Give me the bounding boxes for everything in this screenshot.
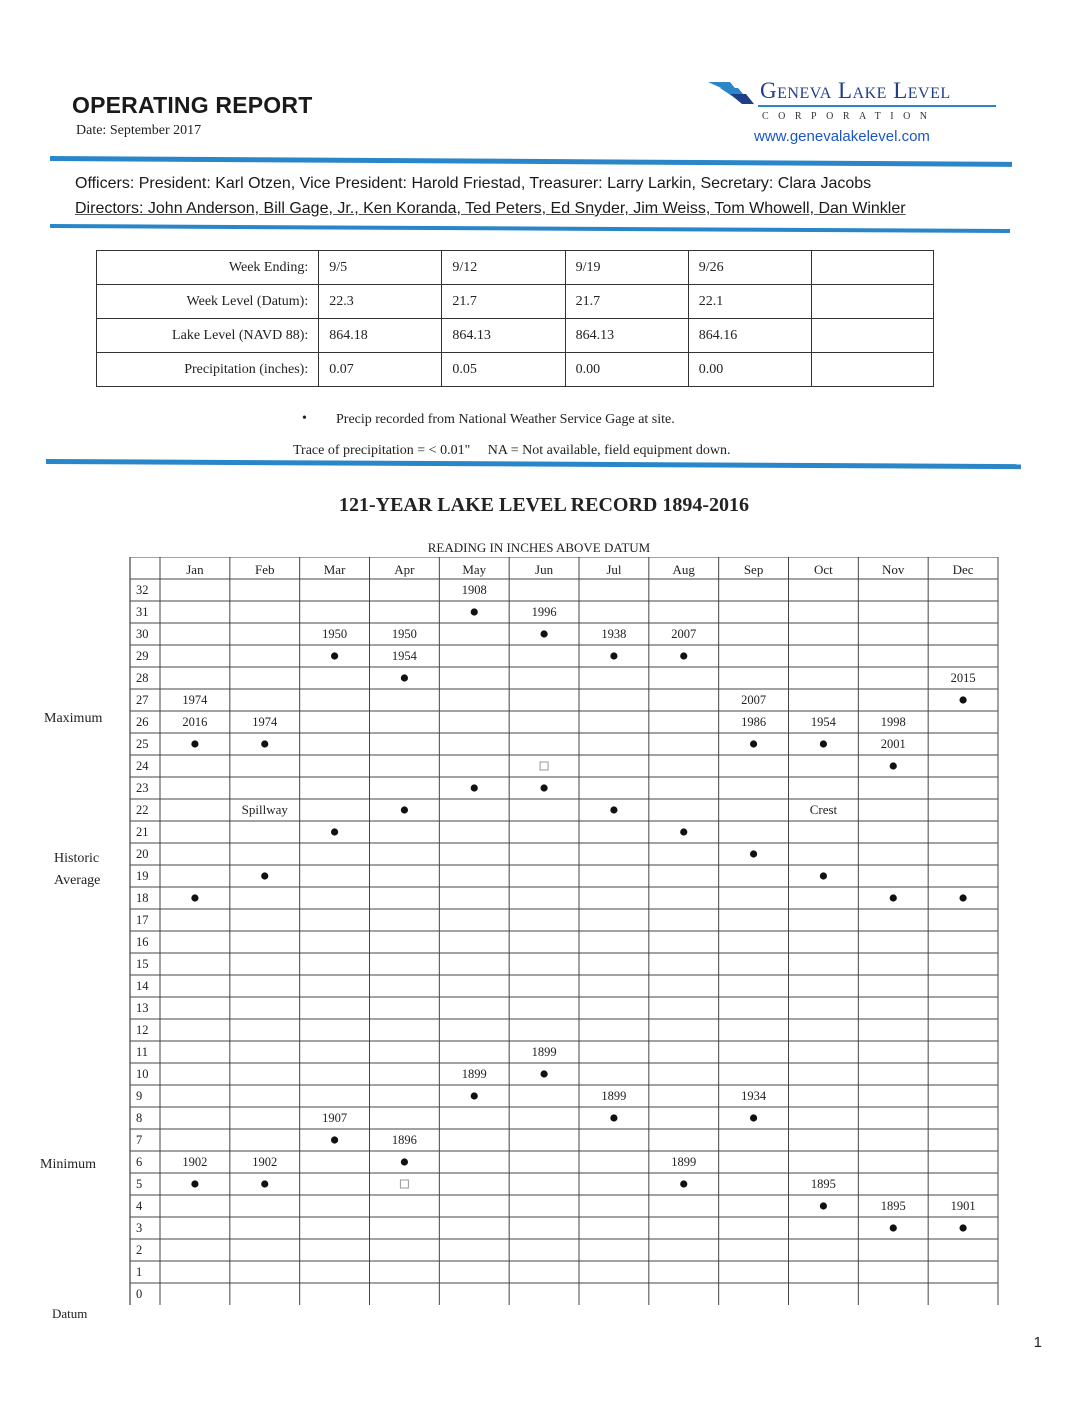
table-cell: 21.7	[565, 285, 688, 319]
table-cell	[811, 353, 933, 387]
max-point	[191, 740, 198, 747]
min-point	[191, 1180, 198, 1187]
month-header: Oct	[814, 562, 833, 577]
max-year-label: 1986	[741, 715, 767, 729]
datum-label: Datum	[52, 1306, 88, 1321]
table-cell: 9/26	[688, 251, 811, 285]
max-year-label: 2015	[950, 671, 976, 685]
officers-line: Officers: President: Karl Otzen, Vice President: Harold Friestad, Treasurer: Larry Larkin, Secretary: Clara Jacobs	[75, 175, 872, 192]
max-year-label: 2007	[741, 693, 767, 707]
level-label: 20	[136, 847, 149, 861]
level-label: 4	[136, 1199, 143, 1213]
bullet-icon: •	[302, 411, 307, 426]
table-cell: 22.3	[319, 285, 442, 319]
average-point	[890, 894, 897, 901]
month-header: Jan	[186, 562, 204, 577]
row-label: Lake Level (NAVD 88):	[97, 319, 319, 353]
average-point	[191, 894, 198, 901]
max-year-label: 1996	[531, 605, 557, 619]
level-label: 6	[136, 1155, 143, 1169]
min-year-label: 1899	[461, 1067, 487, 1081]
min-point	[331, 1136, 338, 1143]
level-label: 28	[136, 671, 149, 685]
month-header: Nov	[882, 562, 905, 577]
table-row	[97, 251, 934, 285]
month-header: Feb	[255, 562, 275, 577]
level-label: 26	[136, 715, 149, 729]
table-cell	[811, 285, 933, 319]
table-cell: 864.13	[565, 319, 688, 353]
month-header: Apr	[394, 562, 415, 577]
table-row	[97, 319, 934, 353]
table-cell: 9/12	[442, 251, 565, 285]
min-year-label: 1899	[671, 1155, 697, 1169]
max-year-label: 1950	[391, 627, 417, 641]
row-label: Week Level (Datum):	[97, 285, 319, 319]
record-title: 121-YEAR LAKE LEVEL RECORD 1894-2016	[338, 494, 750, 516]
table-cell: 0.00	[688, 353, 811, 387]
max-year-label: 2007	[671, 627, 697, 641]
max-point	[261, 740, 268, 747]
min-year-label: 1899	[601, 1089, 627, 1103]
table-cell: 9/19	[565, 251, 688, 285]
max-point	[610, 652, 617, 659]
open-marker	[540, 762, 548, 770]
precip-source-note: Precip recorded from National Weather Service Gage at site.	[336, 412, 675, 427]
historic-label: Historic	[54, 851, 100, 866]
min-year-label: 1901	[950, 1199, 976, 1213]
record-grid	[120, 557, 1004, 1327]
min-point	[401, 1158, 408, 1165]
max-point	[959, 696, 966, 703]
max-year-label: 1974	[182, 693, 208, 707]
logo-corporation: CORPORATION	[762, 111, 937, 122]
level-label: 19	[136, 869, 149, 883]
level-label: 2	[136, 1243, 143, 1257]
table-cell: 864.13	[442, 319, 565, 353]
level-label: 3	[136, 1221, 143, 1235]
average-point	[820, 872, 827, 879]
min-year-label: 1895	[880, 1199, 906, 1213]
level-label: 10	[136, 1067, 149, 1081]
min-point	[540, 1070, 547, 1077]
table-cell: 0.05	[442, 353, 565, 387]
level-label: 32	[136, 583, 149, 597]
average-point	[610, 806, 617, 813]
level-label: 0	[136, 1287, 143, 1301]
level-label: 15	[136, 957, 149, 971]
level-label: 31	[136, 605, 149, 619]
min-year-label: 1902	[182, 1155, 208, 1169]
min-point	[610, 1114, 617, 1121]
lake-level-record-chart	[120, 557, 1004, 1327]
average-point	[959, 894, 966, 901]
max-year-label: 1938	[601, 627, 627, 641]
level-label: 29	[136, 649, 149, 663]
table-cell	[811, 319, 933, 353]
table-cell: 0.00	[565, 353, 688, 387]
level-label: 5	[136, 1177, 143, 1191]
average-point	[750, 850, 757, 857]
average-point	[261, 872, 268, 879]
report-title: OPERATING REPORT	[72, 92, 313, 118]
max-point	[471, 608, 478, 615]
level-label: 16	[136, 935, 149, 949]
spillway-label: Spillway	[241, 802, 288, 817]
min-point	[820, 1202, 827, 1209]
record-subtitle: READING IN INCHES ABOVE DATUM	[427, 540, 651, 555]
logo-name: Geneva Lake Level	[760, 78, 951, 103]
table-cell: 9/5	[319, 251, 442, 285]
max-year-label: 2016	[182, 715, 208, 729]
max-point	[750, 740, 757, 747]
table-cell: 864.18	[319, 319, 442, 353]
min-year-label: 1895	[810, 1177, 836, 1191]
max-year-label: 1998	[880, 715, 906, 729]
maximum-label: Maximum	[44, 711, 103, 726]
max-point	[820, 740, 827, 747]
level-label: 14	[136, 979, 149, 993]
minimum-label: Minimum	[40, 1157, 97, 1172]
min-point	[680, 1180, 687, 1187]
level-label: 1	[136, 1265, 143, 1279]
max-year-label: 1908	[461, 583, 487, 597]
page-number: 1	[1033, 1334, 1042, 1351]
level-label: 11	[136, 1045, 149, 1059]
min-point	[959, 1224, 966, 1231]
max-year-label: 1974	[252, 715, 278, 729]
max-point	[890, 762, 897, 769]
divider-notes	[46, 459, 1021, 469]
level-label: 25	[136, 737, 149, 751]
website-link[interactable]: www.genevalakelevel.com	[754, 128, 930, 145]
month-header: Sep	[743, 562, 764, 577]
table-row	[97, 353, 934, 387]
average-point	[331, 828, 338, 835]
month-header: Dec	[952, 562, 974, 577]
min-point	[471, 1092, 478, 1099]
min-year-label: 1899	[531, 1045, 557, 1059]
average-point	[401, 806, 408, 813]
level-label: 13	[136, 1001, 149, 1015]
open-marker	[400, 1180, 408, 1188]
max-point	[401, 674, 408, 681]
level-label: 7	[136, 1133, 143, 1147]
max-year-label: 1950	[322, 627, 348, 641]
trace-note: Trace of precipitation = < 0.01" NA = Not available, field equipment down.	[293, 443, 731, 458]
month-header: Jul	[606, 562, 622, 577]
month-header: Mar	[323, 562, 346, 577]
min-point	[750, 1114, 757, 1121]
max-year-label: 1954	[810, 715, 836, 729]
logo-mark-icon	[708, 80, 758, 106]
min-year-label: 1934	[741, 1089, 767, 1103]
average-point	[471, 784, 478, 791]
max-point	[331, 652, 338, 659]
level-label: 30	[136, 627, 149, 641]
level-label: 22	[136, 803, 149, 817]
level-label: 17	[136, 913, 149, 927]
table-row	[97, 285, 934, 319]
level-label: 23	[136, 781, 149, 795]
min-year-label: 1907	[322, 1111, 348, 1125]
level-label: 21	[136, 825, 149, 839]
table-cell: 0.07	[319, 353, 442, 387]
weekly-readings-table	[96, 250, 934, 387]
month-header: Jun	[535, 562, 554, 577]
row-label: Precipitation (inches):	[97, 353, 319, 387]
table-cell: 22.1	[688, 285, 811, 319]
row-label: Week Ending:	[97, 251, 319, 285]
max-year-label: 1954	[391, 649, 417, 663]
level-label: 27	[136, 693, 149, 707]
max-point	[680, 652, 687, 659]
max-year-label: 2001	[880, 737, 906, 751]
table-cell	[811, 251, 933, 285]
month-header: May	[462, 562, 487, 577]
min-year-label: 1896	[391, 1133, 417, 1147]
crest-label: Crest	[809, 802, 838, 817]
min-point	[261, 1180, 268, 1187]
level-label: 24	[136, 759, 149, 773]
min-point	[890, 1224, 897, 1231]
max-point	[540, 630, 547, 637]
level-label: 9	[136, 1089, 143, 1103]
divider-officers	[50, 224, 1010, 233]
average-label: Average	[54, 873, 101, 888]
report-date: Date: September 2017	[76, 123, 202, 138]
min-year-label: 1902	[252, 1155, 278, 1169]
level-label: 18	[136, 891, 149, 905]
directors-line: Directors: John Anderson, Bill Gage, Jr., Ken Koranda, Ted Peters, Ed Snyder, Jim Weiss, Tom Whowell, Dan Winkler	[75, 200, 906, 217]
divider-top	[50, 156, 1012, 167]
table-cell: 864.16	[688, 319, 811, 353]
level-label: 8	[136, 1111, 143, 1125]
average-point	[680, 828, 687, 835]
average-point	[540, 784, 547, 791]
table-cell: 21.7	[442, 285, 565, 319]
logo-underline	[758, 105, 996, 107]
level-label: 12	[136, 1023, 149, 1037]
month-header: Aug	[672, 562, 695, 577]
